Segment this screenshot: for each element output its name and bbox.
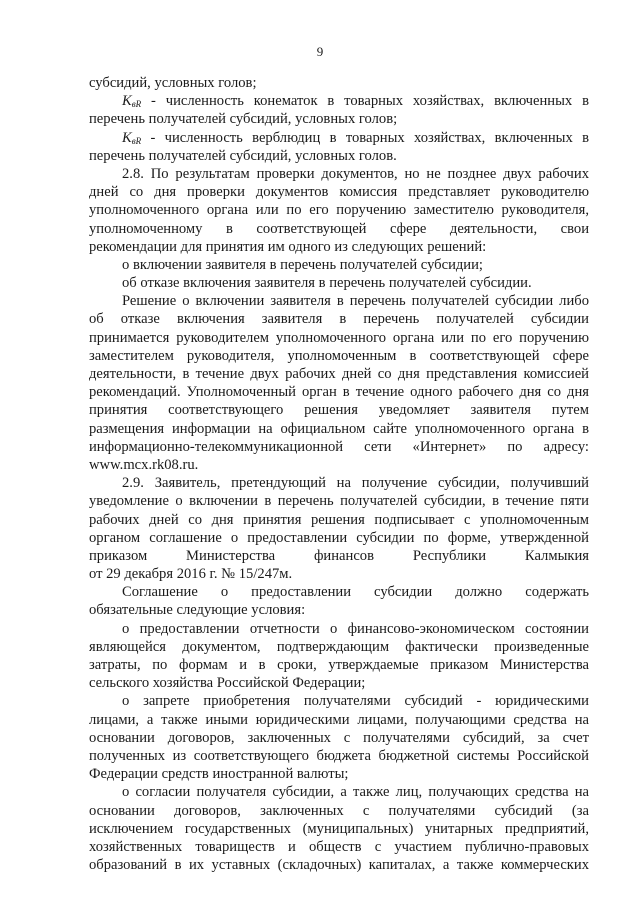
line-text: основании договоров, заключенных с получателями субсидий (за [89,802,589,819]
text-line [89,492,589,510]
variable-subscript: вR [131,135,142,146]
line-text: полученных из соответствующего бюджета бюджетной системы Российской [89,747,589,764]
line-text: www.mcx.rk08.ru. [89,456,199,473]
page-number: 9 [316,44,324,59]
line-text: о запрете приобретения получателями субсидий - юридическими [122,693,589,710]
line-text: о включении заявителя в перечень получателей субсидии; [122,256,483,273]
text-line [89,383,589,401]
text-line [89,310,589,328]
variable-subscript: вR [131,99,142,110]
line-text: образований в их уставных (складочных) капиталах, а также коммерческих [89,857,589,874]
line-text: уполномоченному в соответствующей сфере деятельности, свои [89,220,589,237]
line-text: Соглашение о предоставлении субсидии должно содержать [122,584,589,601]
text-line [89,547,589,565]
line-text: сельского хозяйства Российской Федерации; [89,675,366,692]
text-line [89,365,589,383]
text-line [89,438,589,456]
line-text: принимается руководителем уполномоченного органа или по его поручению [89,329,589,346]
line-text: 2.9. Заявитель, претендующий на получение субсидии, получивший [122,475,589,492]
line-text: субсидий, условных голов; [89,75,257,91]
line-text: рабочих дней со дня принятия решения подписывает с уполномоченным [89,511,589,528]
document-body [89,74,589,874]
text-line [89,129,589,147]
line-text: рекомендаций. Уполномоченный орган в течение одного рабочего дня со дня [89,384,589,401]
text-line [89,583,589,601]
line-text: деятельности, в течение двух рабочих дней со дня представления комиссией [89,366,589,382]
text-line [89,274,589,292]
text-line [89,674,589,692]
line-text: о предоставлении отчетности о финансово-экономическом состоянии [122,620,589,637]
line-text: органом соглашение о предоставлении субсидии по форме, утвержденной [89,529,589,546]
text-line [89,620,589,638]
line-text: - численность конематок в товарных хозяйствах, включенных в [141,93,589,110]
line-text: об отказе включения заявителя в перечень получателей субсидии. [122,275,532,292]
line-text: перечень получателей субсидий, условных голов; [89,111,398,128]
variable-symbol: $K_{вR}$ [122,129,142,146]
text-line [89,838,589,856]
text-line [89,474,589,492]
text-line [89,183,589,201]
line-text: об отказе включения заявителя в перечень получателей субсидии [89,311,589,328]
line-text: от 29 декабря 2016 г. № 15/247м. [89,566,293,583]
text-line [89,529,589,547]
text-line [89,765,589,783]
text-line [89,220,589,238]
text-line [89,601,589,619]
text-line [89,711,589,729]
text-line [89,238,589,256]
text-line [89,292,589,310]
line-text: информационно-телекоммуникационной сети «Интернет» по адресу: [89,438,589,455]
line-text: Федерации средств иностранной валюты; [89,766,349,783]
text-line [89,783,589,801]
line-text: размещения информации на официальном сайте уполномоченного органа в [89,420,589,437]
line-text: Решение о включении заявителя в перечень получателей субсидии либо [122,293,589,310]
text-line [89,802,589,820]
text-line [89,201,589,219]
text-line [89,92,589,110]
line-text: принятия соответствующего решения уведомляет заявителя путем [89,402,589,419]
line-text: приказом Министерства финансов Республики Калмыкия [89,547,589,564]
line-text: исключением государственных (муниципальных) унитарных предприятий, [89,820,589,837]
line-text: обязательные следующие условия: [89,602,306,619]
line-text: - численность верблюдиц в товарных хозяйствах, включенных в [141,129,589,146]
text-line [89,656,589,674]
line-text: перечень получателей субсидий, условных голов. [89,147,397,164]
line-text: о согласии получателя субсидии, а также лиц, получающих средства на [122,784,589,801]
text-line [89,74,589,92]
text-line [89,638,589,656]
text-line [89,856,589,874]
line-text: дней со дня проверки документов комиссия представляет руководителю [89,184,589,201]
line-text: уполномоченного органа или по его поручению заместителю руководителя, [89,202,589,219]
text-line [89,256,589,274]
text-line [89,820,589,838]
text-line [89,110,589,128]
text-line [89,692,589,710]
variable-symbol: $K_{вR}$ [122,93,142,110]
line-text: затраты, по формам и в сроки, утверждаемые приказом Министерства [89,657,589,673]
line-text: рекомендации для принятия им одного из следующих решений: [89,238,487,255]
line-text: хозяйственных товариществ и обществ с участием публично-правовых [89,838,589,855]
text-line [89,456,589,474]
text-line [89,347,589,365]
line-text: являющейся документом, подтверждающим фактически произведенные [89,638,589,655]
text-line [89,511,589,529]
text-line [89,329,589,347]
text-line [89,420,589,438]
text-line [89,147,589,165]
line-text: 2.8. По результатам проверки документов, но не позднее двух рабочих [122,165,589,182]
text-line [89,747,589,765]
line-text: уведомление о включении в перечень получателей субсидии, в течение пяти [89,493,589,510]
line-text: лицами, а также иными юридическими лицами, получающими средства на [89,711,589,728]
line-text: заместителем руководителя, уполномоченным в соответствующей сфере [89,347,589,364]
text-line [89,401,589,419]
line-text: основании договоров, заключенных с получателями субсидий, за счет [89,729,589,746]
text-line [89,165,589,183]
text-line [89,729,589,747]
text-line [89,565,589,583]
